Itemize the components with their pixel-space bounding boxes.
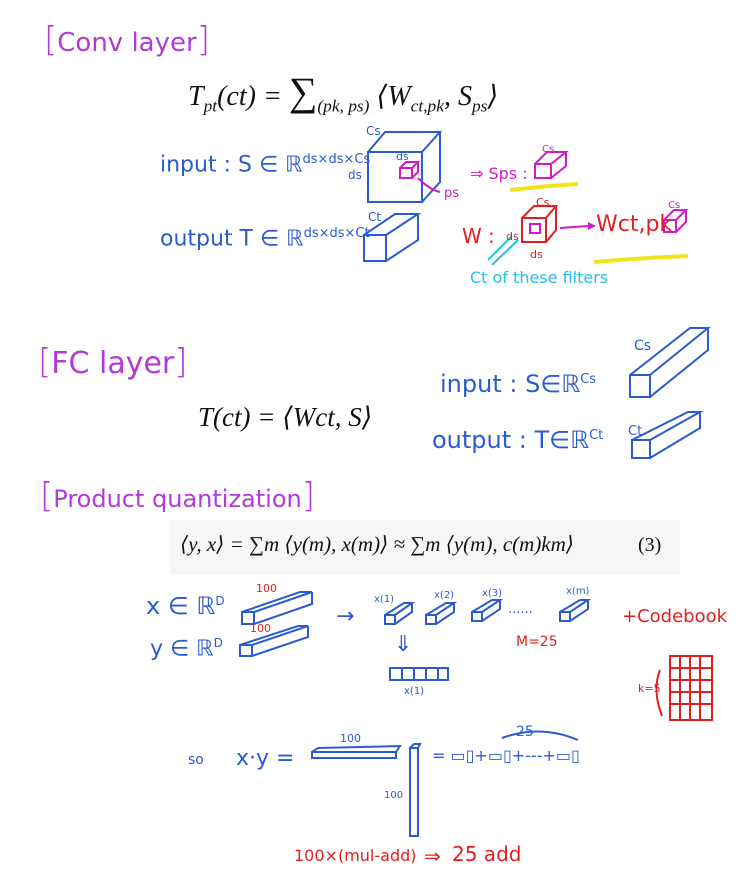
fc-cs-label: Cs <box>634 338 652 354</box>
dim-100-y: 100 <box>250 622 271 635</box>
sub-x3: x(3) <box>482 588 503 599</box>
k-label: k=5 <box>638 682 661 695</box>
fc-input-dim: Cs <box>580 372 597 387</box>
sub-x2: x(2) <box>434 590 455 601</box>
x-dim: D <box>215 594 225 608</box>
sum-25-label: 25 <box>516 724 534 740</box>
open-bracket: [ <box>44 20 58 60</box>
input-text: input : S ∈ ℝ <box>160 152 303 178</box>
cost-right: 25 add <box>452 842 522 866</box>
sum-symbol: ∑ <box>288 69 318 114</box>
cube-top-label: Cs <box>366 124 381 138</box>
close-bracket: ] <box>174 342 188 382</box>
close-bracket: ] <box>196 20 210 60</box>
w-arrow <box>560 226 588 228</box>
y-label-text: y ∈ ℝ <box>150 636 214 662</box>
w-ds-label: ds <box>506 230 519 243</box>
conv-heading <box>44 20 210 60</box>
x1-label: x(1) <box>404 686 425 697</box>
w-cs-label: Cs <box>536 196 550 209</box>
so-label: so <box>188 752 204 768</box>
input-dim: ds×ds×Cs <box>302 152 371 167</box>
patch-drawing <box>400 162 418 178</box>
sps-label: ⇒ Sps : <box>470 164 528 183</box>
eq-rhs-sub2: ps <box>471 96 488 116</box>
conv-heading-text: Conv layer <box>57 28 197 58</box>
conv-output-label <box>160 226 370 251</box>
down-arrow: ⇓ <box>394 632 413 657</box>
fc-output-text: output : T∈ℝ <box>432 426 590 454</box>
filters-note: Ct of these filters <box>470 268 609 287</box>
eq-rhs-sub: ct,pk <box>410 96 444 116</box>
len-100-vertical: 100 <box>384 790 404 801</box>
fc-equation: T(ct) = ⟨Wct, S⟩ <box>198 402 373 432</box>
out-box-label: Ct <box>368 210 382 224</box>
w-arrowhead <box>588 222 596 230</box>
w-patch-drawing <box>530 224 540 233</box>
x-label-text: x ∈ ℝ <box>146 592 216 620</box>
pq-eq-number: (3) <box>638 534 662 556</box>
dot-product-label: x·y = <box>236 746 295 771</box>
yellow-underline-2 <box>594 256 688 262</box>
m-eq-label: M=25 <box>516 634 558 650</box>
subvector-drawings <box>385 600 588 624</box>
eq-lhs-sub: pt <box>203 96 218 116</box>
w-label: W : <box>462 224 495 248</box>
fc-output-dim: Ct <box>589 428 604 443</box>
dim-100-x: 100 <box>256 582 277 595</box>
dots: ...... <box>508 602 533 617</box>
fc-input-label <box>440 370 596 398</box>
pq-heading-text: Product quantization <box>53 485 302 513</box>
eq-lhs: T <box>188 81 204 112</box>
eq-rhs-end: ⟩ <box>487 81 499 112</box>
sub-xm: x(m) <box>566 586 590 597</box>
eq-rhs-mid: , S <box>443 81 472 112</box>
segment-bar-drawing <box>390 668 448 680</box>
open-bracket: [ <box>40 476 54 516</box>
output-text: output T ∈ ℝ <box>160 226 304 252</box>
codebook-grid-drawing <box>656 656 712 720</box>
cost-left: 100×(mul-add) <box>294 846 417 865</box>
fc-ct-label: Ct <box>628 424 643 439</box>
fc-heading-text: FC layer <box>51 346 175 381</box>
sps-c-label: Cs <box>542 144 555 155</box>
implies-arrow: ⇒ <box>424 844 441 868</box>
sub-x1: x(1) <box>374 594 395 605</box>
conv-equation <box>188 68 498 117</box>
open-bracket: [ <box>38 342 52 382</box>
output-dim: ds×ds×Ct <box>303 226 370 241</box>
sum-expression: = ▭▯+▭▯+---+▭▯ <box>432 746 580 765</box>
w-ds2-label: ds <box>530 248 543 261</box>
pq-equation: ⟨y, x⟩ = ∑m ⟨y(m), x(m)⟩ ≈ ∑m ⟨y(m), c(m)km⟩ <box>180 532 574 556</box>
y-dim: D <box>213 636 223 650</box>
conv-input-label <box>160 152 370 177</box>
codebook-label: +Codebook <box>622 606 728 627</box>
eq-lhs-arg: (ct) = <box>217 81 282 112</box>
wct-label: Wct,pk <box>596 212 673 237</box>
y-label <box>150 636 223 661</box>
sps-box-drawing <box>535 152 566 178</box>
cube-inner-label: ds <box>396 150 409 163</box>
close-bracket: ] <box>301 476 316 516</box>
cube-side-label: ds <box>348 168 362 182</box>
split-arrow: → <box>336 604 355 629</box>
eq-sum-sub: (pk, ps) <box>317 96 370 116</box>
fc-input-text: input : S∈ℝ <box>440 370 581 398</box>
x-vector-drawing <box>242 592 312 624</box>
len-100-horizontal: 100 <box>340 732 361 745</box>
fc-output-bar-drawing <box>632 412 700 458</box>
patch-label: ps <box>444 186 460 201</box>
wct-c-label: Cs <box>668 200 681 211</box>
fc-heading <box>38 342 188 382</box>
fc-output-label <box>432 426 603 454</box>
pq-heading <box>40 476 315 516</box>
yellow-underline-1 <box>510 184 578 190</box>
eq-rhs: ⟨W <box>376 81 411 112</box>
x-label <box>146 592 225 620</box>
